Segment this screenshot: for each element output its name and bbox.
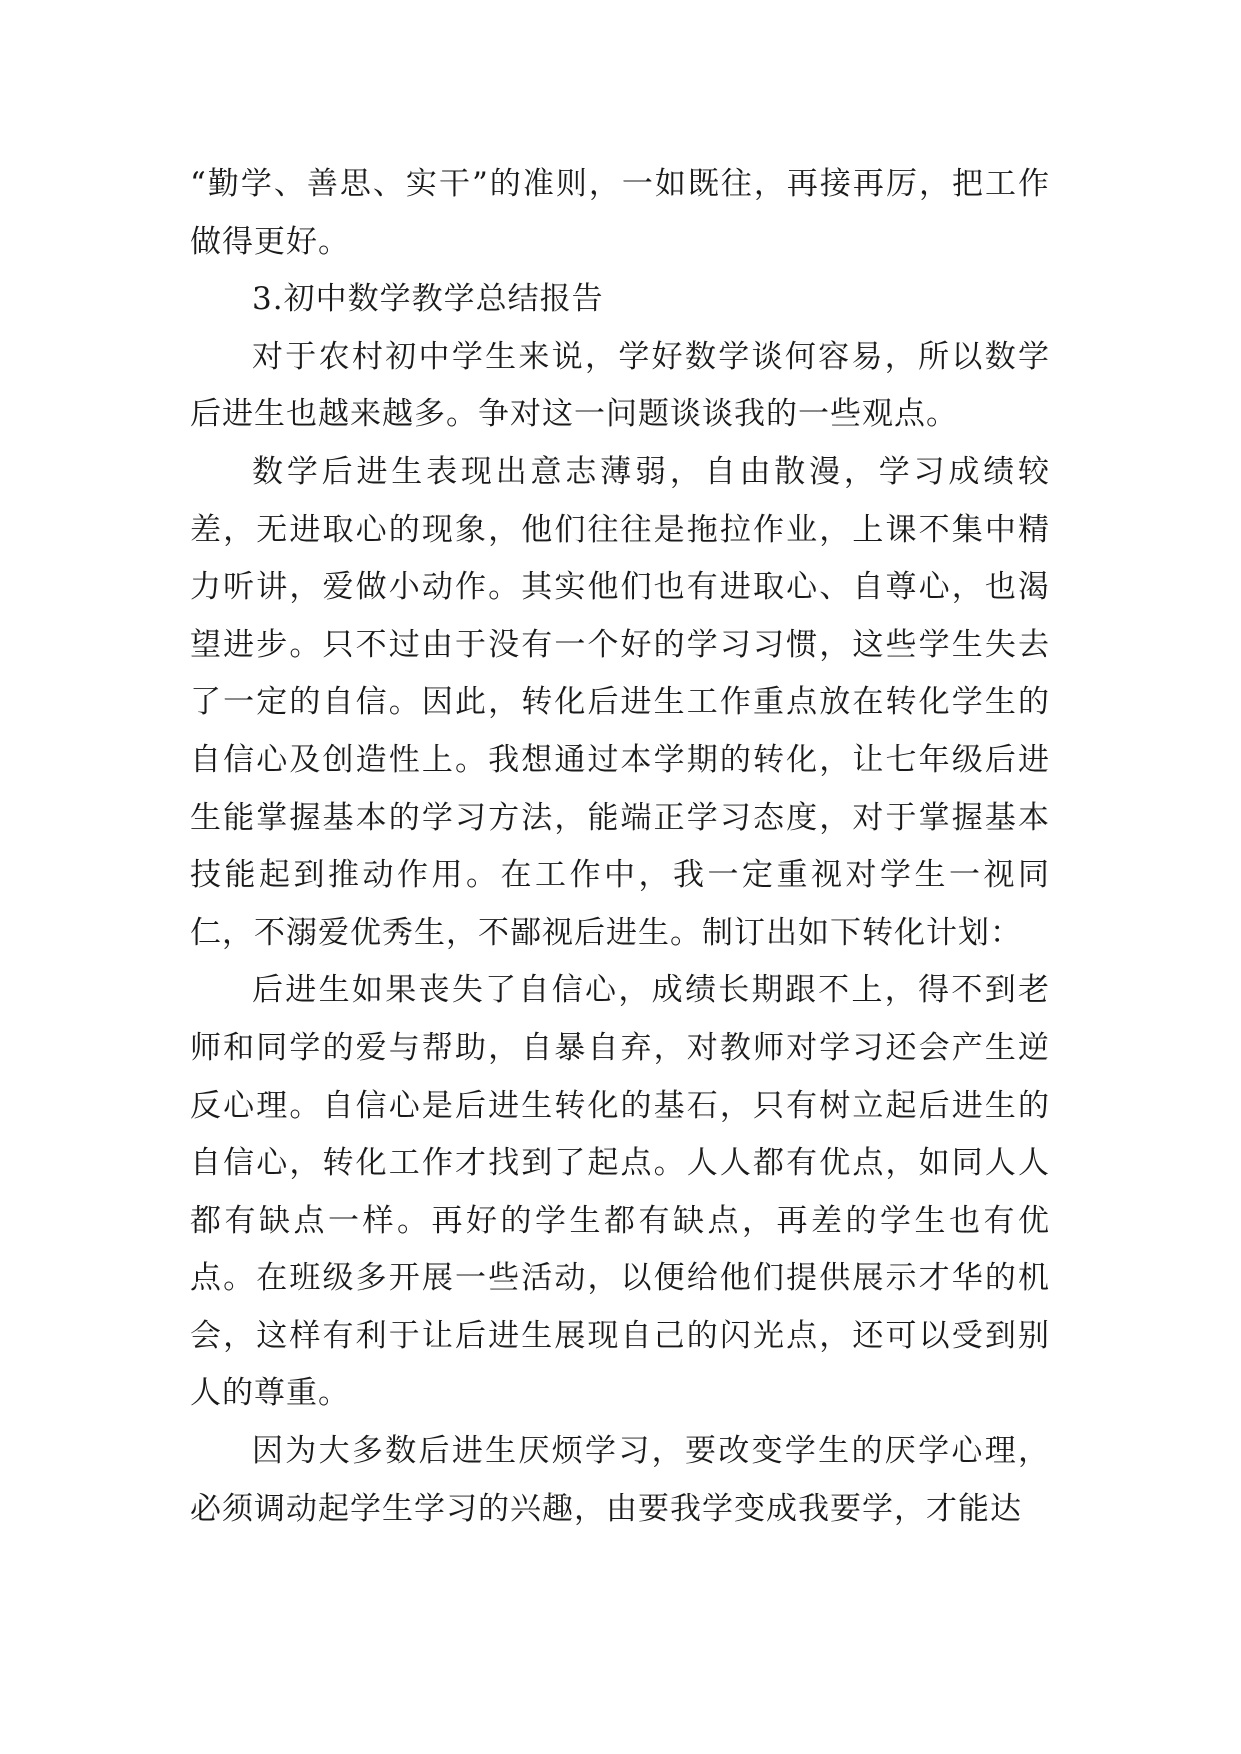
paragraph-intro: 对于农村初中学生来说，学好数学谈何容易，所以数学后进生也越来越多。争对这一问题谈谈我的一些观点。 (190, 338, 1050, 433)
paragraph-continuation: “勤学、善思、实干”的准则，一如既往，再接再厉，把工作做得更好。 (190, 166, 1050, 260)
paragraph-confidence: 后进生如果丧失了自信心，成绩长期跟不上，得不到老师和同学的爱与帮助，自暴自弃，对教师对学习还会产生逆反心理。自信心是后进生转化的基石，只有树立起后进生的自信心，转化工作才找到了起点。人人都有优点，如同人人都有缺点一样。再好的学生都有缺点，再差的学生也有优点。在班级多开展一些活动，以便给他们提供展示才华的机会，这样有利于让后进生展现自己的闪光点，还可以受到别人的尊重。 (190, 972, 1050, 1412)
paragraph-interest: 因为大多数后进生厌烦学习，要改变学生的厌学心理，必须调动起学生学习的兴趣，由要我学变成我要学，才能达 (190, 1433, 1050, 1527)
section-heading: 3.初中数学教学总结报告 (252, 281, 604, 318)
paragraph-problem: 数学后进生表现出意志薄弱，自由散漫，学习成绩较差，无进取心的现象，他们往往是拖拉作业，上课不集中精力听讲，爱做小动作。其实他们也有进取心、自尊心，也渴望进步。只不过由于没有一个好的学习习惯，这些学生失去了一定的自信。因此，转化后进生工作重点放在转化学生的自信心及创造性上。我想通过本学期的转化，让七年级后进生能掌握基本的学习方法，能端正学习态度，对于掌握基本技能起到推动作用。在工作中，我一定重视对学生一视同仁，不溺爱优秀生，不鄙视后进生。制订出如下转化计划： (190, 453, 1050, 951)
document-body (190, 156, 1050, 1538)
